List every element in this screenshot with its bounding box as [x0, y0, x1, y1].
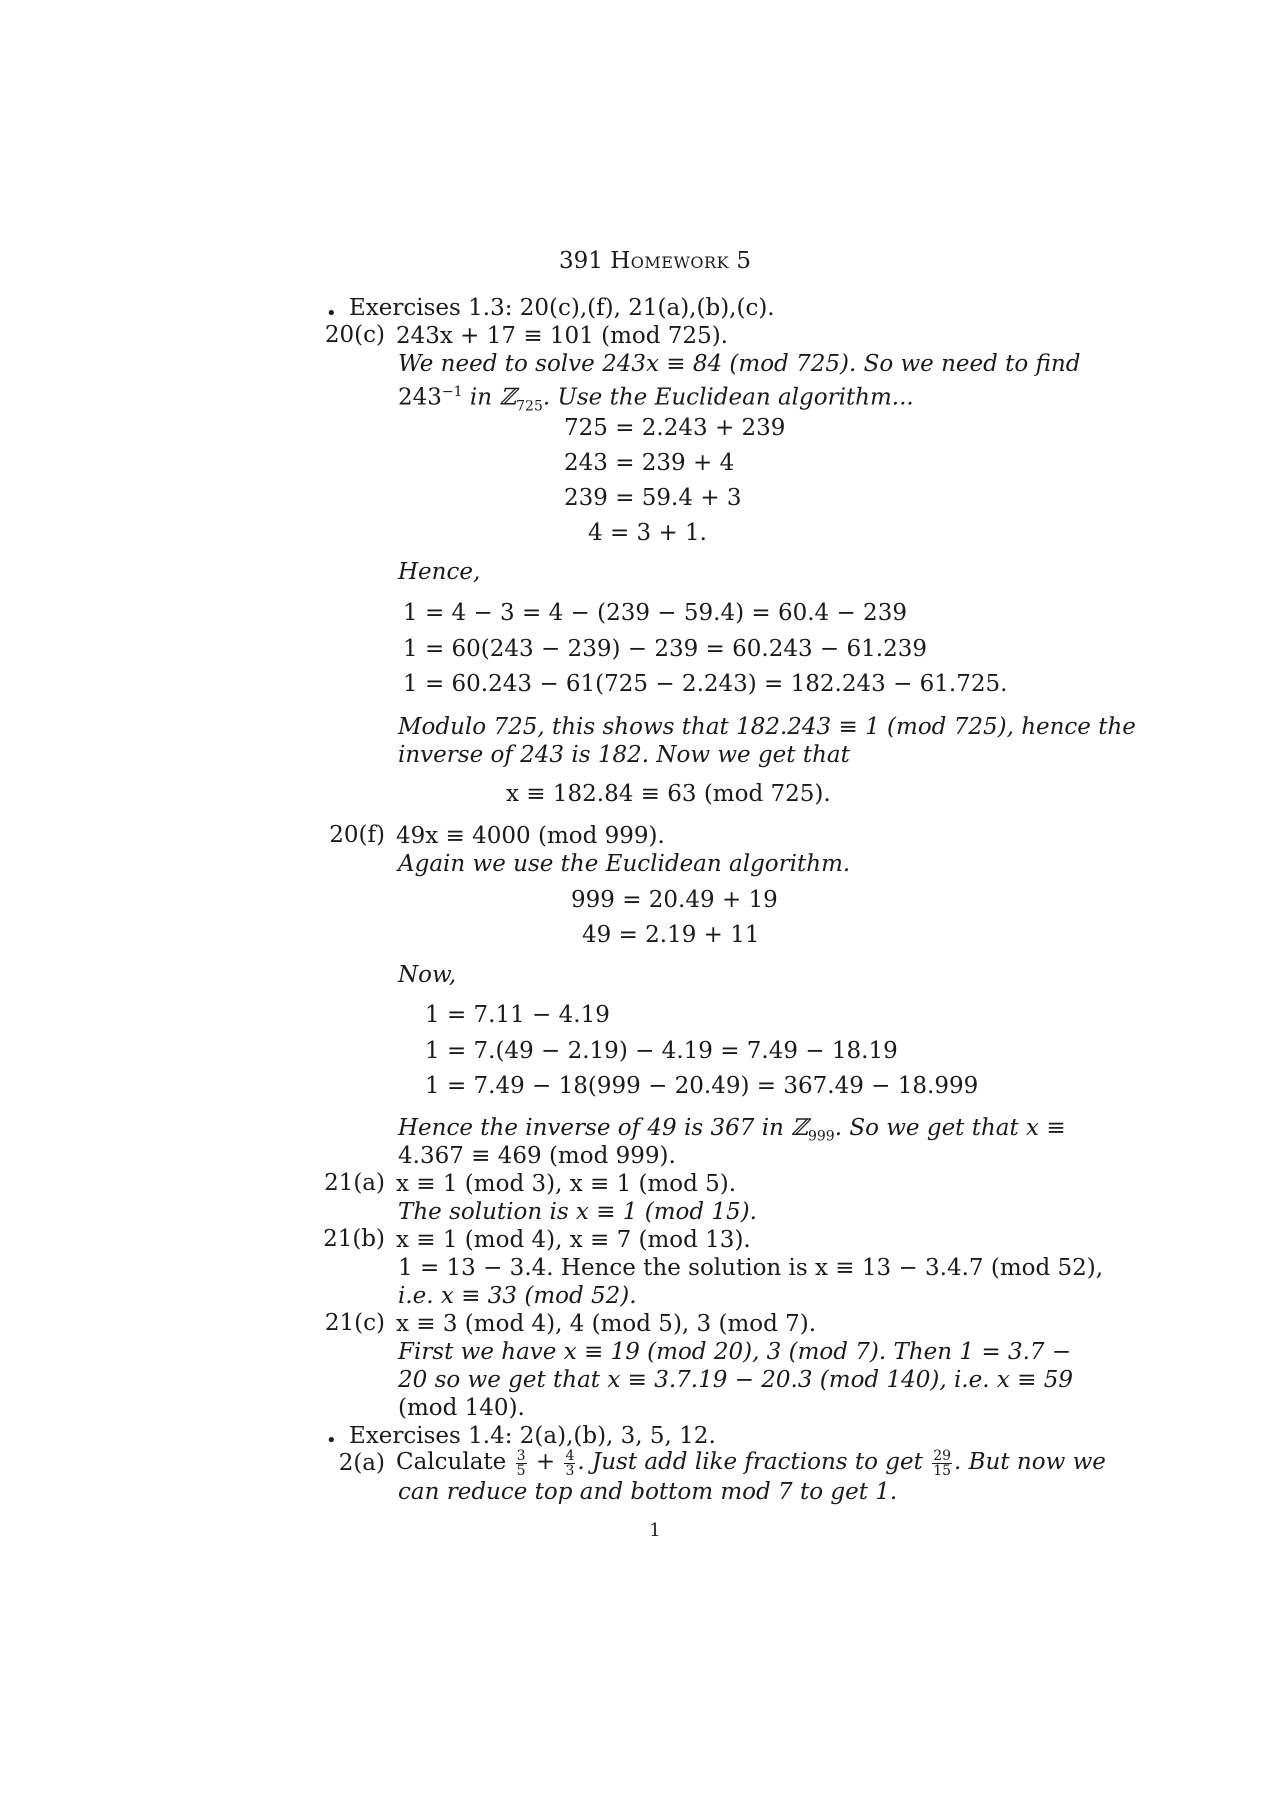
euclid-20c-step4: 4 = 3 + 1.	[588, 520, 707, 546]
p20f-intro: Again we use the Euclidean algorithm.	[398, 851, 851, 877]
fraction-29-15: $\frac{29}{15}$	[933, 1447, 952, 1479]
problem-21b: x ≡ 1 (mod 4), x ≡ 7 (mod 13).	[396, 1227, 751, 1253]
euclid-20c-step2: 243 = 239 + 4	[564, 450, 735, 476]
label-20c: 20(c)	[324, 322, 385, 348]
euclid-20f-step1: 999 = 20.49 + 19	[571, 887, 778, 913]
p21a-solution: The solution is x ≡ 1 (mod 15).	[398, 1199, 757, 1225]
p20c-result: x ≡ 182.84 ≡ 63 (mod 725).	[506, 781, 831, 807]
p2a-line1: Calculate $\frac{3}{5}$ + $\frac{4}{3}$ . Just add like fractions to get $\frac{29}{15}$ . But now we	[396, 1447, 1106, 1479]
p20f-conclusion-line1: Hence the inverse of 49 is 367 in ℤ$_{999}$. So we get that x ≡	[398, 1115, 1066, 1145]
label-2a: 2(a)	[338, 1450, 385, 1476]
p21b-line2: i.e. x ≡ 33 (mod 52).	[398, 1283, 637, 1309]
p21c-line1: First we have x ≡ 19 (mod 20), 3 (mod 7). Then 1 = 3.7 −	[398, 1339, 1072, 1365]
p2a-line2: can reduce top and bottom mod 7 to get 1.	[398, 1479, 898, 1505]
p21c-line3: (mod 140).	[398, 1395, 525, 1421]
page-title: 391 Homework 5	[559, 248, 751, 274]
backsub-20f-line1: 1 = 7.11 − 4.19	[425, 1002, 610, 1028]
backsub-20c-line1: 1 = 4 − 3 = 4 − (239 − 59.4) = 60.4 − 239	[403, 600, 907, 626]
p20f-conclusion-line2: 4.367 ≡ 469 (mod 999).	[398, 1143, 676, 1169]
backsub-20c-line3: 1 = 60.243 − 61(725 − 2.243) = 182.243 − 61.725.	[403, 671, 1008, 697]
fraction-4-3: $\frac{4}{3}$	[565, 1447, 575, 1479]
p21b-line1: 1 = 13 − 3.4. Hence the solution is x ≡ 13 − 3.4.7 (mod 52),	[398, 1255, 1104, 1281]
label-21c: 21(c)	[324, 1310, 385, 1336]
exercises-1-3-heading: Exercises 1.3: 20(c),(f), 21(a),(b),(c).	[349, 295, 775, 321]
label-21a: 21(a)	[324, 1170, 385, 1196]
exercises-1-4-heading: Exercises 1.4: 2(a),(b), 3, 5, 12.	[349, 1423, 716, 1449]
p20c-modulo-line2: inverse of 243 is 182. Now we get that	[398, 742, 850, 768]
label-20f: 20(f)	[329, 822, 385, 848]
euclid-20f-step2: 49 = 2.19 + 11	[582, 922, 760, 948]
backsub-20c-line2: 1 = 60(243 − 239) − 239 = 60.243 − 61.239	[403, 636, 927, 662]
p20c-hence: Hence,	[398, 559, 481, 585]
euclid-20c-step3: 239 = 59.4 + 3	[564, 485, 742, 511]
p21c-line2: 20 so we get that x ≡ 3.7.19 − 20.3 (mod 140), i.e. x ≡ 59	[398, 1367, 1073, 1393]
problem-20f: 49x ≡ 4000 (mod 999).	[396, 823, 665, 849]
euclid-20c-step1: 725 = 2.243 + 239	[564, 415, 786, 441]
fraction-3-5: $\frac{3}{5}$	[516, 1447, 526, 1479]
backsub-20f-line2: 1 = 7.(49 − 2.19) − 4.19 = 7.49 − 18.19	[425, 1038, 898, 1064]
bullet-exercises-1-4: •	[326, 1430, 337, 1451]
p20f-now: Now,	[398, 962, 457, 988]
backsub-20f-line3: 1 = 7.49 − 18(999 − 20.49) = 367.49 − 18.999	[425, 1073, 979, 1099]
p20c-intro-line2: $243^{-1}$ in ℤ$_{725}$. Use the Euclidean algorithm...	[398, 384, 914, 415]
problem-20c: 243x + 17 ≡ 101 (mod 725).	[396, 323, 728, 349]
label-21b: 21(b)	[323, 1226, 385, 1252]
problem-21c: x ≡ 3 (mod 4), 4 (mod 5), 3 (mod 7).	[396, 1311, 817, 1337]
bullet-exercises-1-3: •	[326, 303, 337, 324]
page-number: 1	[649, 1520, 661, 1541]
problem-21a: x ≡ 1 (mod 3), x ≡ 1 (mod 5).	[396, 1171, 737, 1197]
p20c-modulo-line1: Modulo 725, this shows that 182.243 ≡ 1 (mod 725), hence the	[398, 714, 1136, 740]
p20c-intro-line1: We need to solve 243x ≡ 84 (mod 725). So we need to find	[398, 351, 1081, 377]
